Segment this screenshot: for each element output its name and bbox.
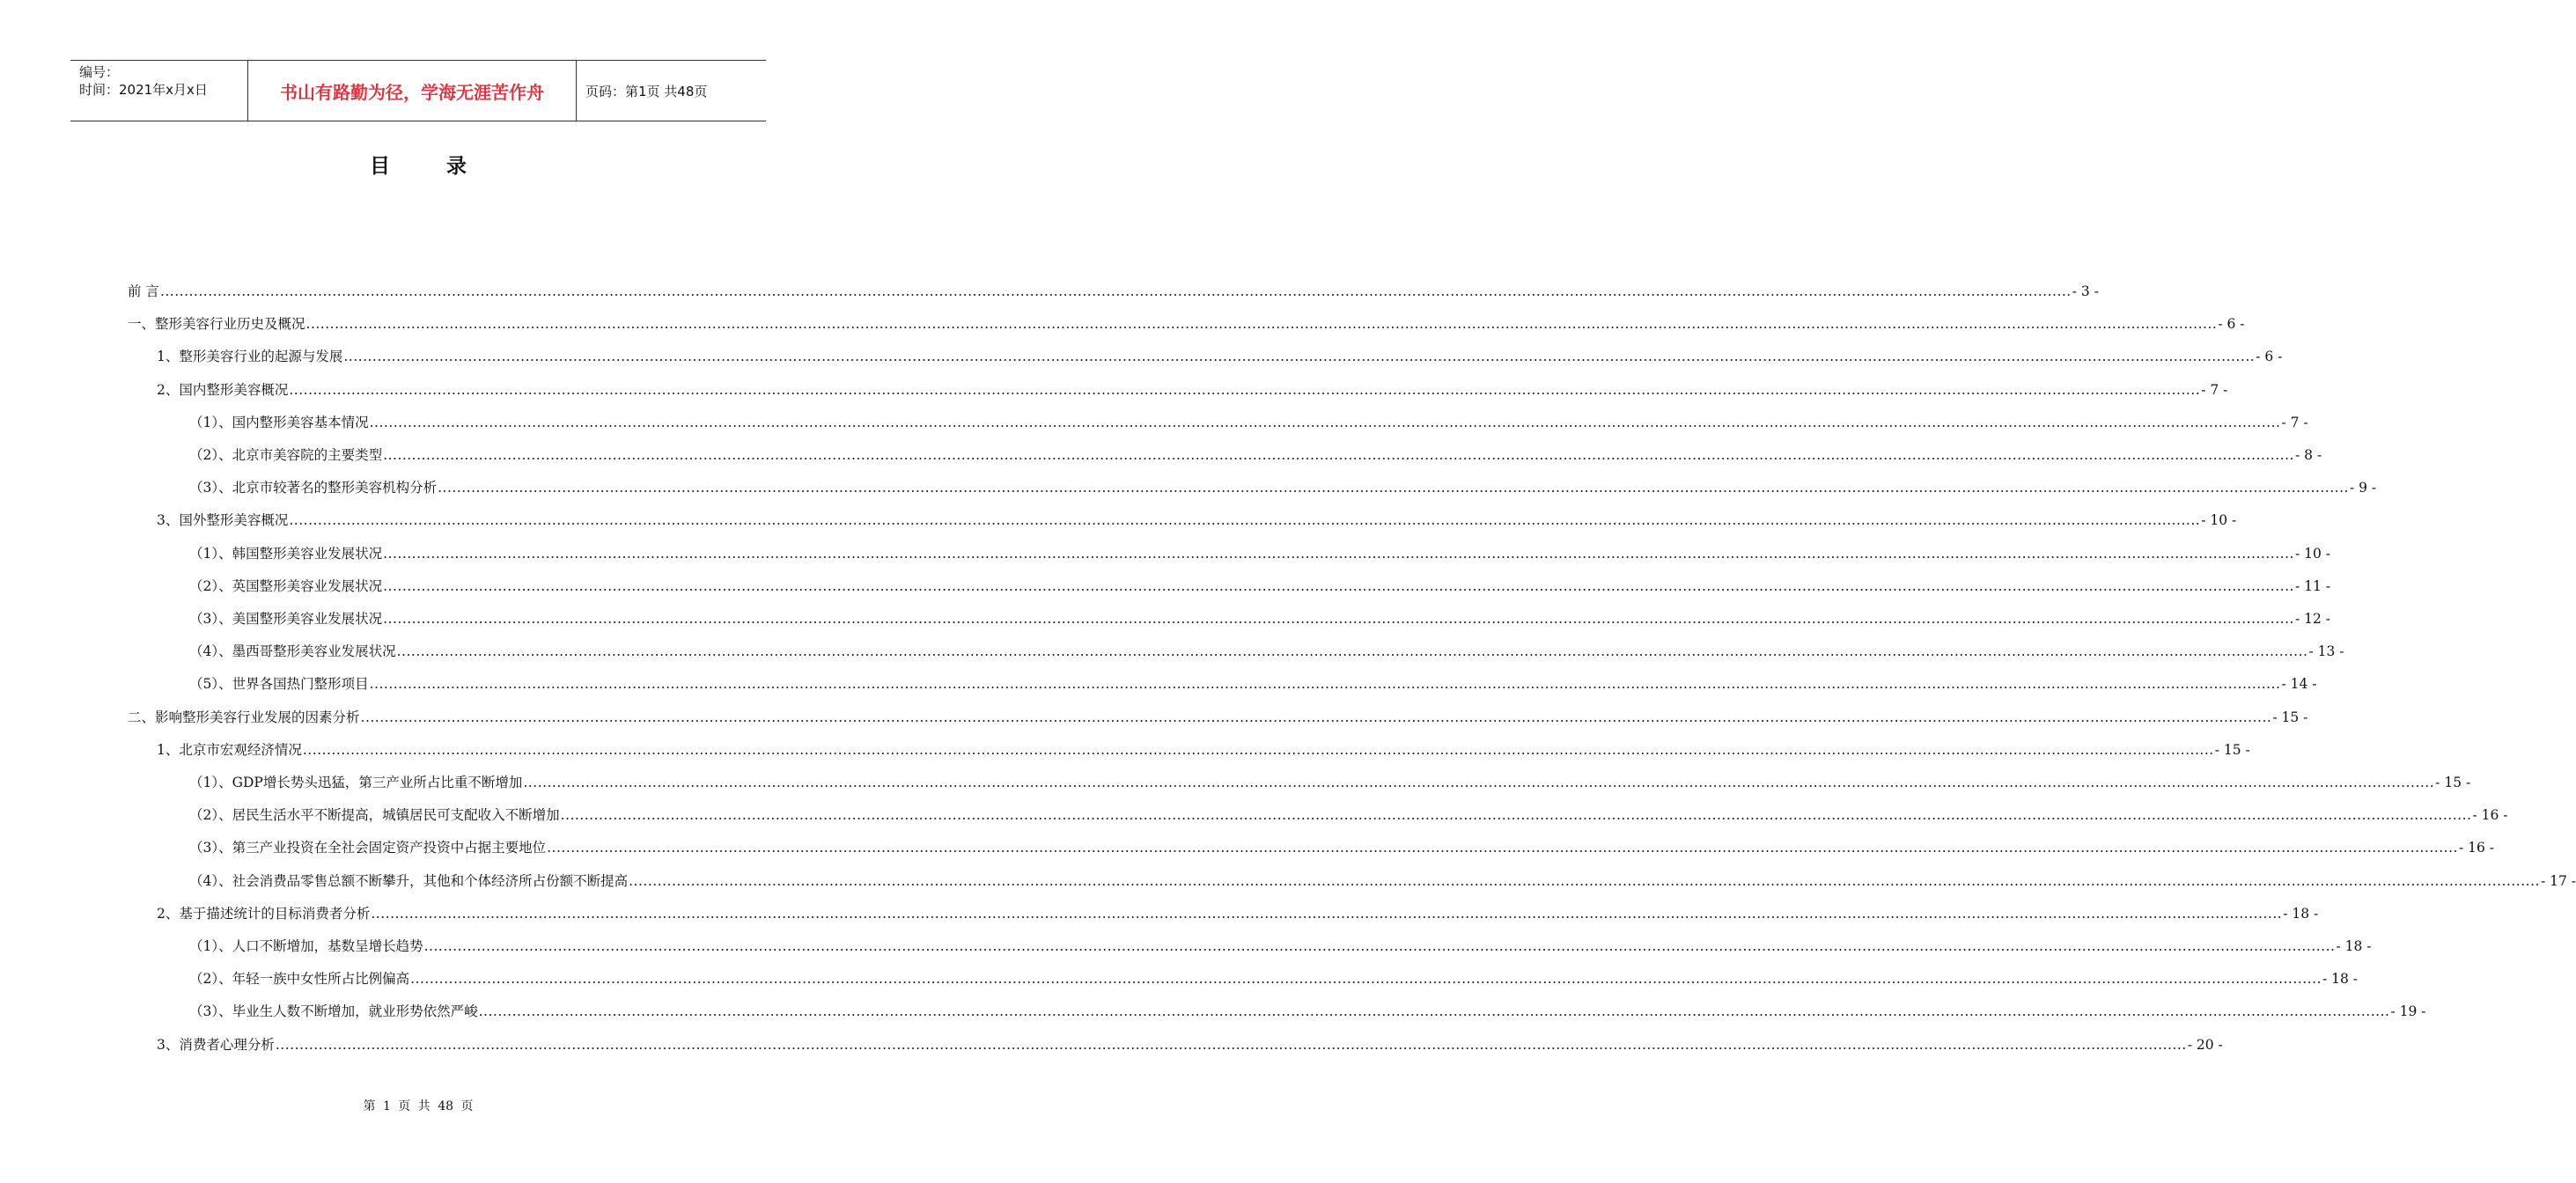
toc-entry-label: （2）、居民生活水平不断提高，城镇居民可支配收入不断增加	[189, 807, 560, 824]
toc-entry-label: 2、国内整形美容概况	[157, 381, 289, 398]
toc-entry[interactable]	[189, 772, 2471, 791]
toc-entry-label: 1、整形美容行业的起源与发展	[157, 349, 343, 365]
toc-entry-label: （3）、毕业生人数不断增加，就业形势依然严峻	[189, 1003, 478, 1020]
toc-entry-page: - 14 -	[2281, 676, 2317, 693]
page-footer: 第 1 页 共 48 页	[363, 1099, 474, 1113]
toc-entry[interactable]	[157, 510, 2237, 529]
page-title: 目 录	[369, 155, 491, 178]
toc-leader-dots: ................................................................................................................................................................................................................................................................................................................................................................................................................	[371, 905, 2283, 922]
toc-entry[interactable]	[189, 1001, 2426, 1020]
toc-leader-dots: ................................................................................................................................................................................................................................................................................................................................................................................................................	[369, 414, 2281, 430]
toc-leader-dots: ................................................................................................................................................................................................................................................................................................................................................................................................................	[423, 938, 2336, 954]
toc-leader-dots: ................................................................................................................................................................................................................................................................................................................................................................................................................	[629, 872, 2540, 889]
toc-entry-page: - 17 -	[2540, 872, 2576, 889]
toc-entry-label: （4）、墨西哥整形美容业发展状况	[189, 643, 396, 660]
toc-entry-page: - 18 -	[2283, 905, 2319, 922]
toc-entry-page: - 12 -	[2294, 611, 2330, 627]
toc-leader-dots: ................................................................................................................................................................................................................................................................................................................................................................................................................	[547, 840, 2458, 856]
toc-leader-dots: ................................................................................................................................................................................................................................................................................................................................................................................................................	[523, 775, 2435, 790]
toc-leader-dots: ................................................................................................................................................................................................................................................................................................................................................................................................................	[275, 1036, 2187, 1053]
toc-entry-page: - 19 -	[2390, 1003, 2426, 1020]
toc-entry[interactable]	[189, 673, 2317, 693]
toc-entry-label: （2）、年轻一族中女性所占比例偏高	[189, 971, 410, 988]
toc-entry-page: - 18 -	[2322, 971, 2358, 988]
toc-entry-label: （1）、国内整形美容基本情况	[189, 414, 369, 430]
toc-entry-page: - 6 -	[2218, 316, 2245, 333]
date-line: 时间：2021年x月x日	[79, 82, 208, 98]
toc-entry-label: 2、基于描述统计的目标消费者分析	[157, 905, 371, 922]
toc-entry-page: - 15 -	[2272, 709, 2308, 725]
toc-entry-page: - 11 -	[2294, 577, 2330, 594]
toc-entry[interactable]	[189, 837, 2494, 856]
toc-leader-dots: ................................................................................................................................................................................................................................................................................................................................................................................................................	[305, 316, 2218, 333]
toc-leader-dots: ................................................................................................................................................................................................................................................................................................................................................................................................................	[289, 512, 2201, 529]
toc-entry-label: 3、国外整形美容概况	[157, 512, 289, 529]
toc-leader-dots: ................................................................................................................................................................................................................................................................................................................................................................................................................	[410, 971, 2322, 988]
toc-entry-page: - 10 -	[2294, 545, 2330, 562]
toc-entry-page: - 20 -	[2187, 1036, 2223, 1053]
toc-leader-dots: ................................................................................................................................................................................................................................................................................................................................................................................................................	[383, 611, 2294, 627]
toc-leader-dots: ................................................................................................................................................................................................................................................................................................................................................................................................................	[560, 807, 2472, 824]
toc-leader-dots: ................................................................................................................................................................................................................................................................................................................................................................................................................	[159, 283, 2072, 299]
toc-entry-page: - 15 -	[2214, 741, 2250, 758]
toc-leader-dots: ................................................................................................................................................................................................................................................................................................................................................................................................................	[438, 480, 2349, 496]
toc-entry-page: - 8 -	[2294, 447, 2322, 463]
toc-entry[interactable]	[157, 903, 2319, 922]
header-divider	[576, 61, 577, 121]
toc-entry[interactable]	[128, 313, 2245, 333]
motto: 书山有路勤为径，学海无涯苦作舟	[280, 82, 544, 103]
toc-entry[interactable]	[189, 608, 2330, 628]
toc-entry-page: - 16 -	[2458, 840, 2494, 856]
toc-entry-page: - 13 -	[2308, 643, 2344, 660]
toc-leader-dots: ................................................................................................................................................................................................................................................................................................................................................................................................................	[478, 1003, 2390, 1020]
toc-entry[interactable]	[189, 412, 2308, 431]
toc-entry-label: 3、消费者心理分析	[157, 1036, 275, 1053]
toc-entry-label: 二、影响整形美容行业发展的因素分析	[128, 709, 360, 725]
toc-entry-label: （3）、北京市较著名的整形美容机构分析	[189, 480, 438, 496]
toc-entry-label: （5）、世界各国热门整形项目	[189, 676, 369, 693]
toc-leader-dots: ................................................................................................................................................................................................................................................................................................................................................................................................................	[396, 643, 2308, 660]
toc-entry[interactable]	[189, 805, 2508, 824]
toc-entry-page: - 9 -	[2349, 480, 2377, 496]
toc-entry-label: （2）、英国整形美容业发展状况	[189, 577, 383, 594]
toc-leader-dots: ................................................................................................................................................................................................................................................................................................................................................................................................................	[302, 741, 2214, 758]
toc-entry[interactable]	[189, 576, 2330, 595]
toc-leader-dots: ................................................................................................................................................................................................................................................................................................................................................................................................................	[289, 381, 2201, 398]
toc-entry-label: （1）、韩国整形美容业发展状况	[189, 545, 383, 562]
toc-entry[interactable]	[157, 739, 2250, 759]
toc-entry[interactable]	[157, 1034, 2223, 1054]
toc-entry-page: - 18 -	[2336, 938, 2372, 954]
toc-entry[interactable]	[157, 379, 2228, 399]
toc-entry-page: - 7 -	[2201, 381, 2228, 398]
toc-leader-dots: ................................................................................................................................................................................................................................................................................................................................................................................................................	[369, 676, 2281, 693]
toc-entry[interactable]	[128, 281, 2099, 300]
toc-entry[interactable]	[189, 445, 2322, 464]
toc-entry-page: - 16 -	[2472, 807, 2508, 824]
toc-entry-page: - 6 -	[2256, 349, 2283, 365]
toc-entry-page: - 7 -	[2281, 414, 2308, 430]
toc-entry[interactable]	[157, 346, 2283, 365]
serial-label: 编号：	[79, 64, 120, 80]
toc-entry[interactable]	[189, 936, 2372, 955]
toc-leader-dots: ................................................................................................................................................................................................................................................................................................................................................................................................................	[383, 577, 2294, 594]
toc-entry[interactable]	[189, 641, 2344, 660]
toc-entry-label: （1）、人口不断增加，基数呈增长趋势	[189, 938, 423, 954]
toc-entry-label: 前 言	[128, 283, 159, 299]
toc-leader-dots: ................................................................................................................................................................................................................................................................................................................................................................................................................	[383, 545, 2294, 562]
toc-entry[interactable]	[189, 543, 2330, 562]
toc-entry-label: （4）、社会消费品零售总额不断攀升，其他和个体经济所占份额不断提高	[189, 872, 629, 889]
toc-entry[interactable]	[189, 968, 2358, 988]
toc-entry-label: 一、整形美容行业历史及概况	[128, 316, 305, 333]
toc-entry-label: （2）、北京市美容院的主要类型	[189, 447, 383, 463]
toc-leader-dots: ................................................................................................................................................................................................................................................................................................................................................................................................................	[360, 709, 2272, 725]
toc-entry-label: （3）、第三产业投资在全社会固定资产投资中占据主要地位	[189, 840, 547, 856]
toc-entry-label: （1）、GDP增长势头迅猛，第三产业所占比重不断增加	[189, 775, 523, 790]
toc-entry-page: - 10 -	[2201, 512, 2237, 529]
toc-entry[interactable]	[189, 477, 2377, 496]
toc-leader-dots: ................................................................................................................................................................................................................................................................................................................................................................................................................	[383, 447, 2294, 463]
toc-entry-label: （3）、美国整形美容业发展状况	[189, 611, 383, 627]
page-header	[70, 60, 766, 121]
toc-entry[interactable]	[128, 707, 2308, 726]
toc-entry-label: 1、北京市宏观经济情况	[157, 741, 302, 758]
page-info: 页码：第1页 共48页	[585, 84, 708, 99]
toc-entry-page: - 15 -	[2435, 775, 2471, 790]
toc-entry[interactable]	[189, 871, 2576, 890]
toc-entry-page: - 3 -	[2072, 283, 2099, 299]
toc-leader-dots: ................................................................................................................................................................................................................................................................................................................................................................................................................	[343, 349, 2256, 365]
